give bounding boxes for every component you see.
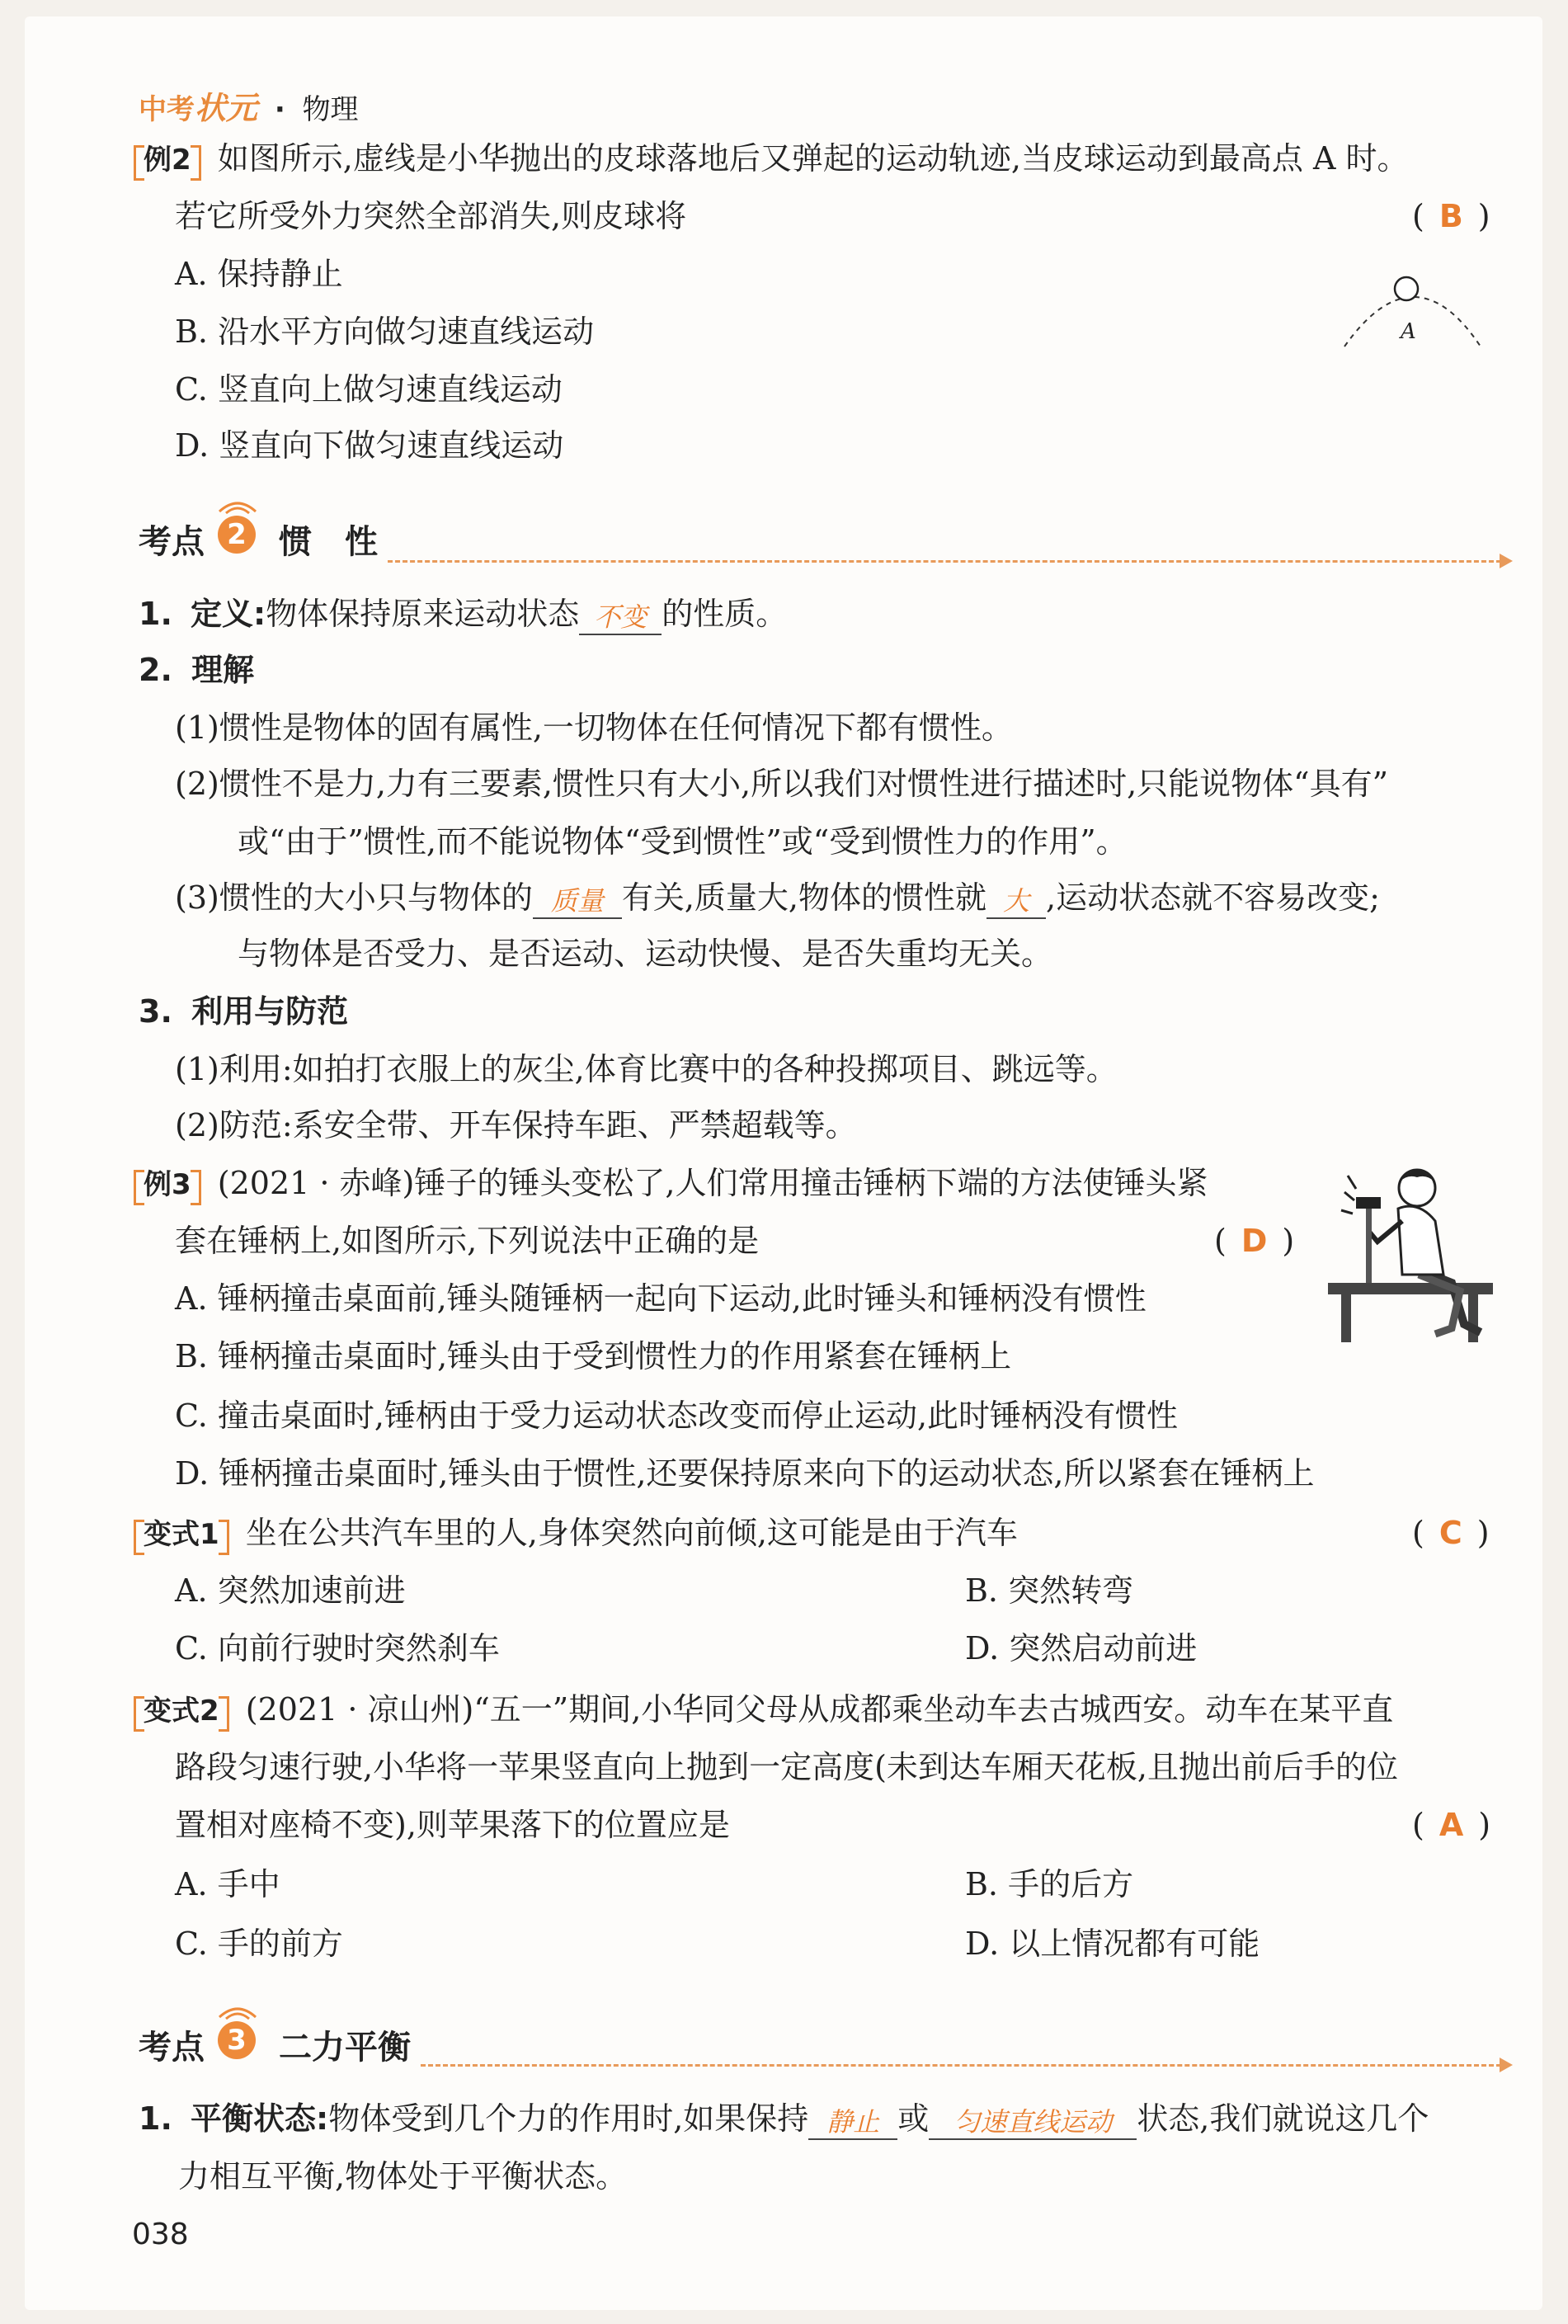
example-3-tag: 例3	[139, 1168, 196, 1202]
paren-open: (	[1412, 1807, 1424, 1843]
variant-1-option-d: D. 突然启动前进	[965, 1630, 1198, 1666]
example-2-option-a: A. 保持静止	[175, 256, 343, 292]
mass-blank	[533, 879, 622, 919]
answer-value: C	[1439, 1515, 1462, 1551]
balance-text-3: 状态,我们就说这几个	[1137, 2100, 1429, 2137]
example-2-answer	[1412, 198, 1490, 236]
uniform-motion-blank	[929, 2100, 1137, 2140]
example-3-stem-2: 套在锤柄上,如图所示,下列说法中正确的是	[175, 1223, 760, 1259]
variant-2-stem-3: 置相对座椅不变),则苹果落下的位置应是	[175, 1807, 730, 1843]
p3-text-1: (3)惯性的大小只与物体的	[175, 879, 533, 916]
section-3-number: 3	[218, 2021, 256, 2059]
example-2-stem-1: 如图所示,虚线是小华抛出的皮球落地后又弹起的运动轨迹,当皮球运动到最高点 A 时。	[217, 140, 1409, 177]
example-3-answer	[1214, 1223, 1294, 1261]
paren-close: )	[1477, 198, 1490, 234]
signal-icon	[213, 492, 262, 515]
usage-number: 3.	[139, 993, 172, 1030]
section-2-title: 惯 性	[279, 523, 378, 561]
definition-number: 1.	[139, 596, 172, 632]
point-a-label: A	[1401, 319, 1416, 344]
uniform-motion-answer: 匀速直线运动	[954, 2106, 1113, 2138]
paren-close: )	[1476, 1515, 1490, 1551]
signal-icon	[213, 1997, 262, 2020]
usage-p2: (2)防范:系安全带、开车保持车距、严禁超载等。	[175, 1107, 857, 1143]
large-answer: 大	[1003, 885, 1030, 917]
variant-1-option-c: C. 向前行驶时突然刹车	[175, 1630, 500, 1666]
variant-2-tag: 变式2	[139, 1695, 224, 1728]
usage-title: 利用与防范	[191, 993, 349, 1030]
balance-label: 平衡状态:	[190, 2100, 329, 2137]
variant-2-stem-2: 路段匀速行驶,小华将一苹果竖直向上抛到一定高度(未到达车厢天花板,且抛出前后手的位	[175, 1749, 1398, 1785]
example-3-stem-1: (2021 · 赤峰)锤子的锤头变松了,人们常用撞击锤柄下端的方法使锤头紧	[217, 1165, 1208, 1201]
variant-1-line1	[139, 1515, 1018, 1553]
example-2-option-b: B. 沿水平方向做匀速直线运动	[175, 313, 595, 350]
variant-1-option-b: B. 突然转弯	[965, 1572, 1134, 1609]
example-2-option-c: C. 竖直向上做匀速直线运动	[175, 371, 563, 408]
paren-close: )	[1282, 1223, 1295, 1259]
example-2-stem-2: 若它所受外力突然全部消失,则皮球将	[175, 198, 687, 234]
section-2-label: 考点	[139, 523, 205, 561]
section-2-divider	[388, 560, 1501, 563]
understanding-heading	[139, 652, 254, 690]
example-3-option-b: B. 锤柄撞击桌面时,锤头由于受到惯性力的作用紧套在锤柄上	[175, 1338, 1012, 1374]
answer-value: D	[1241, 1223, 1268, 1259]
divider-arrow-icon	[1500, 554, 1513, 568]
paren-close: )	[1478, 1807, 1491, 1843]
variant-2-option-a: A. 手中	[175, 1866, 280, 1902]
paren-open: (	[1412, 198, 1424, 234]
example-3-option-c: C. 撞击桌面时,锤柄由于受力运动状态改变而停止运动,此时锤柄没有惯性	[175, 1398, 1179, 1434]
understanding-number: 2.	[139, 652, 172, 688]
page-number: 038	[132, 2218, 189, 2251]
definition-label: 定义:	[190, 596, 266, 632]
header-subject: 物理	[302, 93, 359, 126]
variant-2-line1	[139, 1691, 1393, 1729]
hammer-illustration	[1311, 1159, 1509, 1349]
understanding-p2a: (2)惯性不是力,力有三要素,惯性只有大小,所以我们对惯性进行描述时,只能说物体“具有”	[175, 766, 1389, 802]
section-3-divider	[421, 2064, 1501, 2067]
variant-1-tag: 变式1	[139, 1518, 224, 1552]
example-3-line1	[139, 1165, 1208, 1203]
section-3-label: 考点	[139, 2029, 205, 2067]
static-blank	[808, 2100, 897, 2140]
variant-1-stem: 坐在公共汽车里的人,身体突然向前倾,这可能是由于汽车	[245, 1515, 1018, 1551]
definition-blank	[579, 596, 662, 635]
understanding-p1: (1)惯性是物体的固有属性,一切物体在任何情况下都有惯性。	[175, 709, 1013, 746]
balance-number: 1.	[139, 2100, 172, 2137]
definition-text: 物体保持原来运动状态	[266, 596, 580, 632]
brand-prefix: 中考	[139, 93, 195, 126]
balance-line-2: 力相互平衡,物体处于平衡状态。	[178, 2158, 628, 2194]
section-2-number: 2	[218, 516, 256, 554]
definition-answer: 不变	[594, 601, 647, 633]
balance-text-1: 物体受到几个力的作用时,如果保持	[328, 2100, 809, 2137]
example-2-line1	[139, 140, 1409, 178]
header-separator: ·	[274, 93, 285, 126]
understanding-p3a	[175, 879, 1380, 919]
variant-1-option-a: A. 突然加速前进	[175, 1572, 406, 1609]
static-answer: 静止	[826, 2106, 880, 2138]
paren-open: (	[1412, 1515, 1424, 1551]
definition-line	[139, 596, 787, 635]
ball-trajectory-figure	[1336, 264, 1485, 355]
usage-heading	[139, 993, 348, 1031]
definition-tail: 的性质。	[662, 596, 788, 632]
variant-2-option-c: C. 手的前方	[175, 1926, 343, 1962]
section-3-title: 二力平衡	[279, 2029, 411, 2067]
paren-open: (	[1214, 1223, 1227, 1259]
mass-answer: 质量	[550, 885, 604, 917]
variant-1-answer	[1412, 1515, 1490, 1553]
understanding-title: 理解	[191, 652, 255, 688]
example-3-option-a: A. 锤柄撞击桌面前,锤头随锤柄一起向下运动,此时锤头和锤柄没有惯性	[175, 1280, 1147, 1317]
variant-2-answer	[1412, 1807, 1490, 1845]
p3-text-2: 有关,质量大,物体的惯性就	[621, 879, 987, 916]
example-3-option-d: D. 锤柄撞击桌面时,锤头由于惯性,还要保持原来向下的运动状态,所以紧套在锤柄上	[175, 1455, 1315, 1492]
example-2-tag: 例2	[139, 144, 196, 177]
answer-value: A	[1439, 1807, 1464, 1843]
header	[139, 82, 359, 128]
variant-2-option-b: B. 手的后方	[965, 1866, 1134, 1902]
answer-value: B	[1439, 198, 1463, 234]
variant-2-option-d: D. 以上情况都有可能	[965, 1926, 1260, 1962]
divider-arrow-icon	[1500, 2058, 1513, 2072]
balance-line-1	[139, 2100, 1429, 2140]
understanding-p2b: 或“由于”惯性,而不能说物体“受到惯性”或“受到惯性力的作用”。	[238, 823, 1128, 860]
variant-2-stem-1: (2021 · 凉山州)“五一”期间,小华同父母从成都乘坐动车去古城西安。动车在某平直	[245, 1691, 1394, 1728]
brand-logo: 状元	[195, 90, 258, 126]
large-blank	[986, 879, 1046, 919]
p3-text-3: ,运动状态就不容易改变;	[1046, 879, 1380, 916]
usage-p1: (1)利用:如拍打衣服上的灰尘,体育比赛中的各种投掷项目、跳远等。	[175, 1051, 1118, 1087]
balance-text-2: 或	[897, 2100, 930, 2137]
understanding-p3b: 与物体是否受力、是否运动、运动快慢、是否失重均无关。	[238, 936, 1053, 972]
example-2-option-d: D. 竖直向下做匀速直线运动	[175, 427, 564, 464]
